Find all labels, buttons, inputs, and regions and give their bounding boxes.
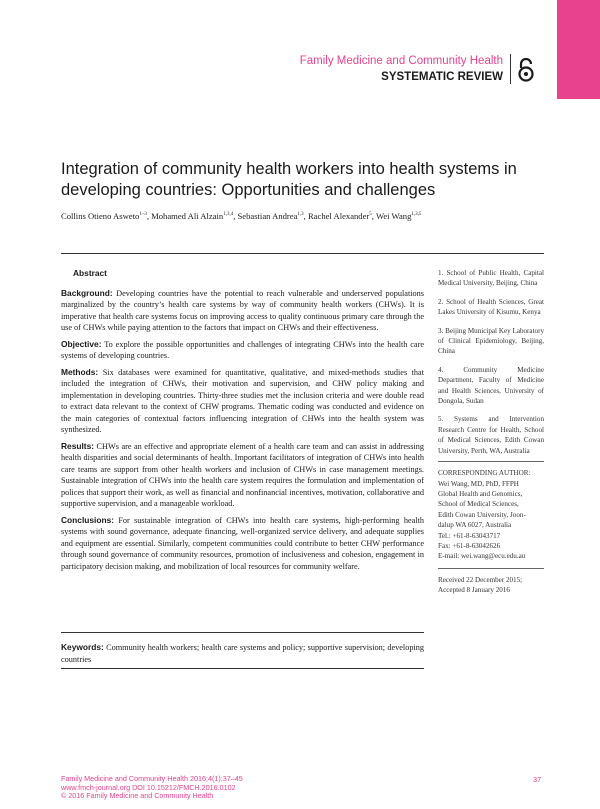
corresponding-label: CORRESPONDING AUTHOR: (438, 469, 531, 478)
abstract-heading: Abstract (73, 268, 107, 278)
results-label: Results: (61, 440, 95, 451)
affiliation-item: 1. School of Public Health, Capital Medical University, Beijing, China (438, 269, 544, 288)
corresponding-line: Fax: +61-8-63042626 (438, 541, 501, 550)
header-divider (510, 54, 511, 84)
author-name: Mohamed Ali Alzain (151, 210, 224, 221)
section-tab-label (561, 3, 597, 95)
background-label: Background: (61, 287, 113, 298)
footer-citation: Family Medicine and Community Health 2016;4(1):37–45 (61, 774, 243, 783)
author-name: Wei Wang (375, 210, 412, 221)
objective-text: To explore the possible opportunities and challenges of integrating CHWs into the health care systems of developing countries. (61, 339, 424, 360)
conclusions-text: For sustainable integration of CHWs into health care systems, high-performing health systems with sound governance, adequate financing, well-organized service delivery, and adequate supplies and equipment are essential. Similarly, competent communities could contribute to better CHW performance through sound governance of community resources, promotion of inclusiveness and cohesion, engagement in participatory decision making, and mobilization of local resources for community welfare. (61, 515, 425, 571)
corresponding-email: E-mail: wei.wang@ecu.edu.au (438, 552, 526, 561)
results-text: CHWs are an effective and appropriate element of a health care team and can assist in addressing health disparities and social determinants of health. Important facilitators of integration of CHWs into health care teams are support from other health workers and inclusion of CHWs in case management meetings. Sustainable integration of CHWs into the health care system requires the formulation and implementation of polices that support their work, as well as financial and nonfinancial incentives, motivation, collaborative and supportive supervision, and a manageable workload. (61, 441, 424, 508)
keywords-label: Keywords: (61, 642, 104, 652)
keywords (61, 642, 424, 665)
corresponding-line: dalup WA 6027, Australia (438, 521, 512, 530)
abstract-methods (61, 367, 424, 436)
journal-name: Family Medicine and Community Health (299, 55, 503, 67)
methods-label: Methods: (61, 366, 99, 377)
affiliation-divider (438, 461, 544, 462)
keywords-text: Community health workers; health care systems and policy; supportive supervision; developing countries (61, 643, 425, 664)
keywords-bottom-divider (61, 668, 424, 669)
objective-label: Objective: (61, 338, 102, 349)
title-divider (61, 253, 544, 254)
corresponding-line: Tel.: +61-8-63043717 (438, 531, 501, 540)
section-tab (557, 0, 600, 99)
footer-copyright: © 2016 Family Medicine and Community Health (61, 791, 214, 801)
author-affiliation-marker: 1,3 (297, 212, 304, 217)
author-name: Collins Otieno Asweto (61, 210, 140, 221)
affiliations-column (438, 268, 544, 596)
affiliation-item: 4. Community Medicine Department, Faculty of Medicine and Health Sciences, University of Dongola, Sudan (438, 365, 544, 406)
corresponding-line: Global Health and Genomics, (438, 489, 523, 498)
abstract-results (61, 441, 424, 510)
author-affiliation-marker: 5 (369, 212, 372, 217)
corresponding-line: Wei Wang, MD, PhD, FFPH (438, 479, 519, 488)
corresponding-line: Edith Cowan University, Joon- (438, 510, 526, 519)
corresponding-line: School of Medical Sciences, (438, 500, 519, 509)
author-name: Sebastian Andrea (237, 210, 298, 221)
author-affiliation-marker: 1–3 (139, 212, 147, 217)
methods-text: Six databases were examined for quantitative, qualitative, and mixed-methods studies that included the integration of CHWs, their motivation and supervision, and CHW policy making and implementation in developing countries. Thirty-three studies met the inclusion criteria and were double read to extract data relevant to the context of CHW programs. Thematic coding was conducted and evidence on the main categories of contextual factors influencing integration of CHWs into the health system was synthesized. (61, 367, 425, 434)
abstract-background (61, 288, 424, 334)
abstract (61, 268, 424, 577)
author-affiliation-marker: 1,3,5 (411, 212, 422, 217)
author-list: Collins Otieno Asweto$^{1-3}$, Mohamed Ali Alzain$^{1,3,4}$, Sebastian Andrea$^{1,3}$, Rachel Alexander$^5$, Wei Wang$^{1,3,5}$ (61, 210, 422, 221)
author-affiliation-marker: 1,3,4 (223, 212, 234, 217)
author-name: Rachel Alexander (307, 210, 370, 221)
open-access-lock-icon (517, 57, 535, 83)
affiliation-item: 3. Beijing Municipal Key Laboratory of Clinical Epidemiology, Beijing, China (438, 326, 544, 356)
abstract-conclusions (61, 515, 424, 573)
keywords-divider (61, 632, 424, 633)
received-divider (438, 568, 544, 569)
conclusions-label: Conclusions: (61, 514, 115, 525)
section-label: SYSTEMATIC REVIEW (381, 71, 503, 83)
received-dates: Received 22 December 2015; Accepted 8 January 2016 (438, 575, 523, 595)
abstract-objective (61, 339, 424, 362)
background-text: Developing countries have the potential to reach vulnerable and underserved populations marginalized by the country’s health care systems by way of community health workers (CHWs). It is imperative that health care systems focus on improving access to quality continuous primary care through the use of CHWs while paying attention to the factors that impact on CHWs and their effectiveness. (61, 288, 424, 332)
page-number: 37 (533, 775, 542, 784)
footer-citation-block (61, 775, 243, 801)
affiliation-item: 5. Systems and Intervention Research Centre for Health, School of Medical Sciences, Edith Cowan University, Perth, WA, Australia (438, 415, 544, 455)
article-title: Integration of community health workers into health systems in developing countries: Opportunities and challenges (61, 160, 517, 199)
footer-doi: www.fmch-journal.org DOI 10.15212/FMCH.2016.0102 (61, 782, 236, 792)
affiliation-item: 2. School of Health Sciences, Great Lakes University of Kisumu, Kenya (438, 297, 544, 317)
